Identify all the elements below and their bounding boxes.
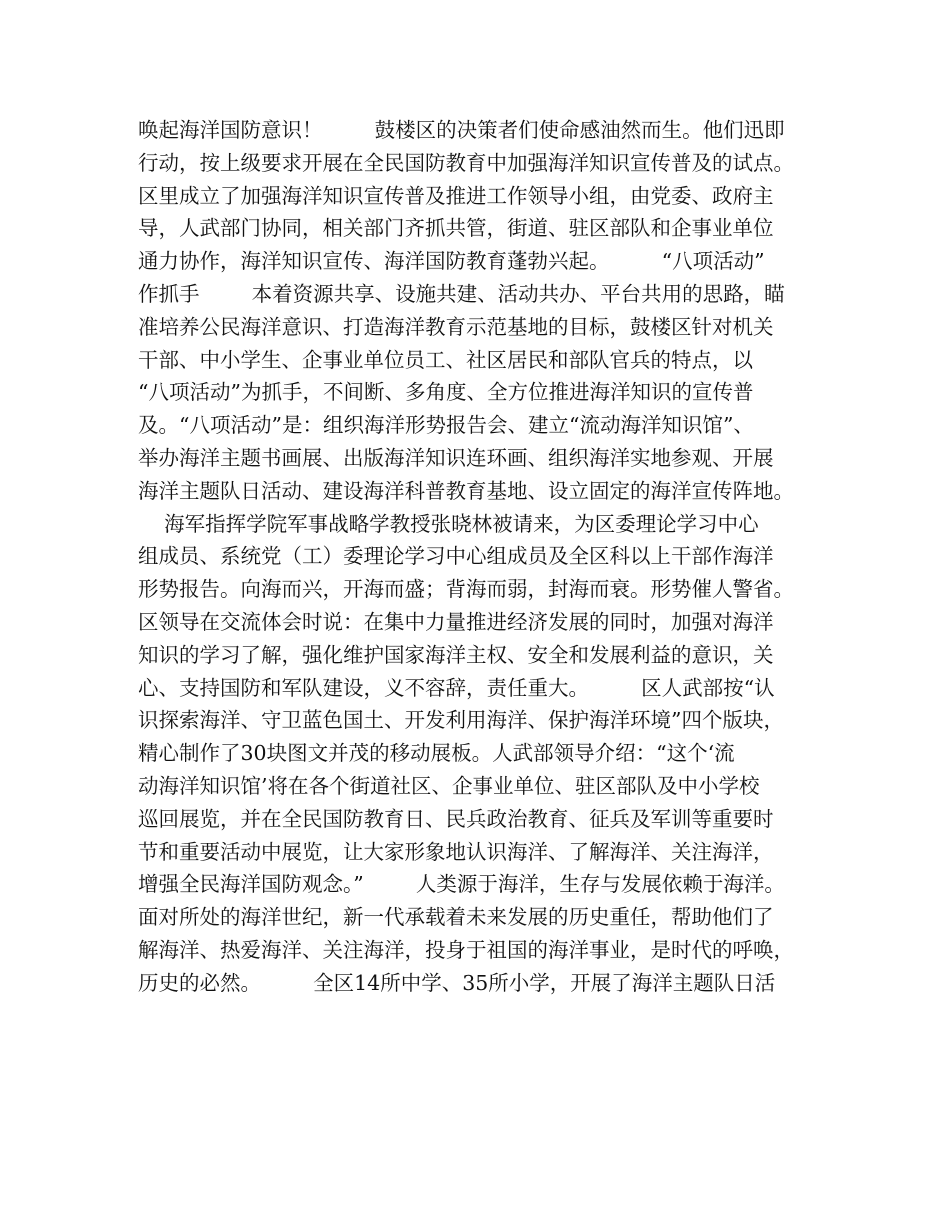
text-line: 增强全民海洋国防观念。” 人类源于海洋，生存与发展依赖于海洋。 xyxy=(138,872,785,897)
text-line: 行动，按上级要求开展在全民国防教育中加强海洋知识宣传普及的试点。 xyxy=(138,150,794,175)
text-line: 准培养公民海洋意识、打造海洋教育示范基地的目标，鼓楼区针对机关 xyxy=(138,314,774,339)
text-line: 唤起海洋国防意识！ 鼓楼区的决策者们使命感油然而生。他们迅即 xyxy=(138,118,785,142)
text-line: 形势报告。向海而兴，开海而盛；背海而弱，封海而衰。形势催人警省。 xyxy=(138,577,794,602)
text-line: 作抓手 本着资源共享、设施共建、活动共办、平台共用的思路，瞄 xyxy=(138,281,785,306)
text-line: 通力协作，海洋知识宣传、海洋国防教育蓬勃兴起。 “八项活动” xyxy=(138,249,765,274)
text-line: 组成员、系统党（工）委理论学习中心组成员及全区科以上干部作海洋 xyxy=(138,544,774,569)
text-line: 面对所处的海洋世纪，新一代承载着未来发展的历史重任，帮助他们了 xyxy=(138,905,774,930)
text-line: 动海洋知识馆’将在各个街道社区、企事业单位、驻区部队及中小学校 xyxy=(138,773,760,798)
text-line: 心、支持国防和军队建设，义不容辞，责任重大。 区人武部按“认 xyxy=(138,675,775,700)
text-line: 历史的必然。 全区14所中学、35所小学，开展了海洋主题队日活 xyxy=(138,970,776,995)
body-text xyxy=(138,114,828,1000)
text-line: 干部、中小学生、企事业单位员工、社区居民和部队官兵的特点，以 xyxy=(138,347,753,372)
text-line: 举办海洋主题书画展、出版海洋知识连环画、组织海洋实地参观、开展 xyxy=(138,445,774,470)
text-line: 识探索海洋、守卫蓝色国土、开发利用海洋、保护海洋环境”四个版块， xyxy=(138,708,784,733)
text-line: 知识的学习了解，强化维护国家海洋主权、安全和发展利益的意识，关 xyxy=(138,642,774,667)
text-line: 精心制作了30块图文并茂的移动展板。人武部领导介绍：“这个‘流 xyxy=(138,741,735,766)
text-line: “八项活动”为抓手，不间断、多角度、全方位推进海洋知识的宣传普 xyxy=(138,380,754,405)
text-line: 解海洋、热爱海洋、关注海洋，投身于祖国的海洋事业，是时代的呼唤， xyxy=(138,937,794,962)
text-line: 区里成立了加强海洋知识宣传普及推进工作领导小组，由党委、政府主 xyxy=(138,183,774,208)
text-line: 巡回展览，并在全民国防教育日、民兵政治教育、征兵及军训等重要时 xyxy=(138,806,774,831)
text-line: 节和重要活动中展览，让大家形象地认识海洋、了解海洋、关注海洋， xyxy=(138,839,774,864)
text-line: 海军指挥学院军事战略学教授张晓林被请来，为区委理论学习中心 xyxy=(138,511,759,536)
text-line: 导，人武部门协同，相关部门齐抓共管，街道、驻区部队和企事业单位 xyxy=(138,216,774,241)
text-line: 海洋主题队日活动、建设海洋科普教育基地、设立固定的海洋宣传阵地。 xyxy=(138,478,794,503)
text-line: 区领导在交流体会时说：在集中力量推进经济发展的同时，加强对海洋 xyxy=(138,609,774,634)
text-line: 及。“八项活动”是：组织海洋形势报告会、建立“流动海洋知识馆”、 xyxy=(138,413,754,438)
